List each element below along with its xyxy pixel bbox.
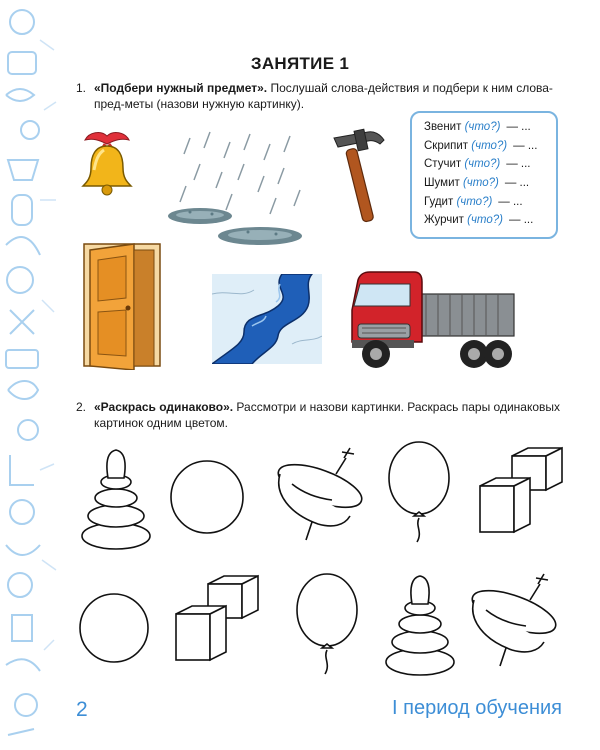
rain-icon: [160, 128, 310, 246]
word-row: Журчит (что?) — ...: [424, 214, 534, 227]
task-1-text: Послушай слова-действия и подбери к ним слова-пред-меты (назови нужную картинку).: [94, 81, 553, 111]
word-row: Шумит (что?) — ...: [424, 177, 530, 190]
spinning-top-icon: [466, 570, 562, 670]
task-2-title: «Раскрась одинаково».: [94, 400, 234, 414]
balloon-icon: [384, 440, 454, 544]
word-row: Стучит (что?) — ...: [424, 158, 531, 171]
margin-doodles-icon: [0, 0, 60, 750]
truck-icon: [348, 270, 518, 374]
task-1-title: «Подбери нужный предмет».: [94, 81, 268, 95]
word-row: Скрипит (что?) — ...: [424, 139, 538, 152]
task-2-number: 2.: [76, 400, 87, 414]
word-list-box: [410, 111, 558, 239]
hammer-icon: [330, 128, 390, 224]
bell-icon: [76, 130, 138, 198]
task-1-instructions: [76, 80, 570, 112]
lesson-title: ЗАНЯТИЕ 1: [250, 54, 350, 73]
cubes-icon: [476, 446, 568, 546]
task-2-instructions: [76, 399, 570, 431]
river-icon: [212, 274, 322, 364]
word-row: Звенит (что?) — ...: [424, 121, 531, 133]
balloon-icon: [292, 572, 362, 676]
cubes-icon: [172, 574, 264, 674]
decorative-margin-strip: [0, 0, 60, 750]
word-row: Гудит (что?) — ...: [424, 195, 523, 208]
door-icon: [76, 240, 168, 370]
ball-icon: [168, 456, 246, 538]
page-number: 2: [76, 698, 88, 721]
task-1-number: 1.: [76, 81, 87, 95]
spinning-top-icon: [272, 444, 368, 544]
task-2-text: Рассмотри и назови картинки. Раскрась пары одинаковых картинок одним цветом.: [94, 400, 561, 430]
ball-icon: [76, 588, 152, 668]
pyramid-toy-icon: [78, 446, 154, 552]
pyramid-toy-icon: [382, 572, 458, 678]
footer-period-label: I период обучения: [392, 697, 562, 719]
